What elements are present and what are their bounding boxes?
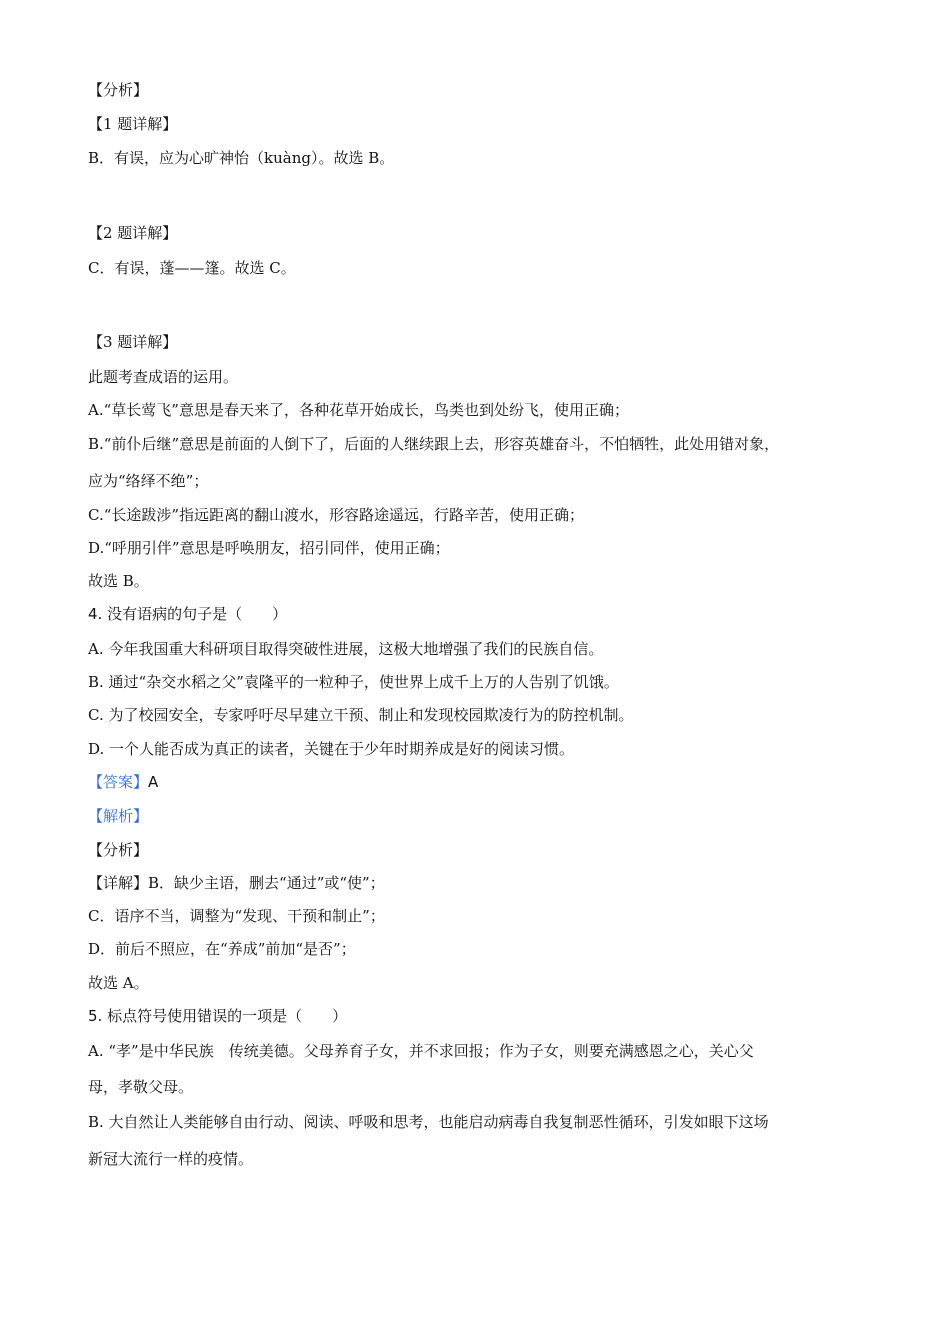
question-4-option-a: A. 今年我国重大科研项目取得突破性进展，这极大地增强了我们的民族自信。 — [88, 640, 604, 658]
answer-line — [88, 772, 158, 792]
detail-3-option-b-line2: 应为“络绎不绝”； — [88, 472, 209, 490]
question-4-detail-c: C．语序不当，调整为“发现、干预和制止”； — [88, 907, 385, 925]
detail-3-intro: 此题考查成语的运用。 — [88, 368, 239, 386]
question-4-option-d: D. 一个人能否成为真正的读者，关键在于少年时期养成是好的阅读习惯。 — [88, 740, 575, 758]
answer-label: 【答案】 — [88, 773, 149, 791]
detail-3-option-a: A.“草长莺飞”意思是春天来了，各种花草开始成长，鸟类也到处纷飞，使用正确； — [88, 401, 629, 419]
question-4-stem: 4. 没有语病的句子是（ ） — [88, 605, 288, 623]
detail-3-option-b-line1: B.“前仆后继”意思是前面的人倒下了，后面的人继续跟上去，形容英雄奋斗，不怕牺牲，此处用错对象， — [88, 435, 780, 453]
detail-2-heading: 【2 题详解】 — [88, 224, 178, 242]
question-5-option-a-line1: A. “孝”是中华民族 传统美德。父母养育子女，并不求回报；作为子女，则要充满感恩之心，关心父 — [88, 1042, 754, 1060]
question-5-stem: 5. 标点符号使用错误的一项是（ ） — [88, 1007, 348, 1025]
explanation-label: 【解析】 — [88, 807, 149, 825]
question-4-conclusion: 故选 A。 — [88, 974, 149, 992]
question-4-analysis-heading: 【分析】 — [88, 841, 149, 859]
detail-label: 【详解】 — [88, 874, 149, 892]
detail-3-option-d: D.“呼朋引伴”意思是呼唤朋友，招引同伴，使用正确； — [88, 539, 450, 557]
question-4-option-b: B. 通过“杂交水稻之父”袁隆平的一粒种子，使世界上成千上万的人告别了饥饿。 — [88, 673, 619, 691]
detail-3-heading: 【3 题详解】 — [88, 333, 178, 351]
question-5-option-b-line1: B. 大自然让人类能够自由行动、阅读、呼吸和思考，也能启动病毒自我复制恶性循环，引发如眼下这场 — [88, 1113, 769, 1131]
detail-3-conclusion: 故选 B。 — [88, 572, 149, 590]
question-5-option-a-line2: 母，孝敬父母。 — [88, 1078, 194, 1096]
question-4-option-c: C. 为了校园安全，专家呼吁尽早建立干预、制止和发现校园欺凌行为的防控机制。 — [88, 706, 634, 724]
detail-b-text: B．缺少主语，删去“通过”或“使”； — [148, 874, 385, 892]
answer-value: A — [148, 773, 159, 791]
question-4-detail-b-line — [88, 873, 385, 893]
question-5-option-b-line2: 新冠大流行一样的疫情。 — [88, 1150, 254, 1168]
question-4-detail-d: D．前后不照应，在“养成”前加“是否”； — [88, 940, 356, 958]
analysis-heading: 【分析】 — [88, 81, 149, 99]
detail-1-text: B．有误，应为心旷神怡（kuàng）。故选 B。 — [88, 149, 395, 167]
detail-1-heading: 【1 题详解】 — [88, 115, 178, 133]
detail-3-option-c: C.“长途跋涉”指远距离的翻山渡水，形容路途遥远，行路辛苦，使用正确； — [88, 506, 585, 524]
detail-2-text: C．有误，蓬——篷。故选 C。 — [88, 259, 296, 277]
